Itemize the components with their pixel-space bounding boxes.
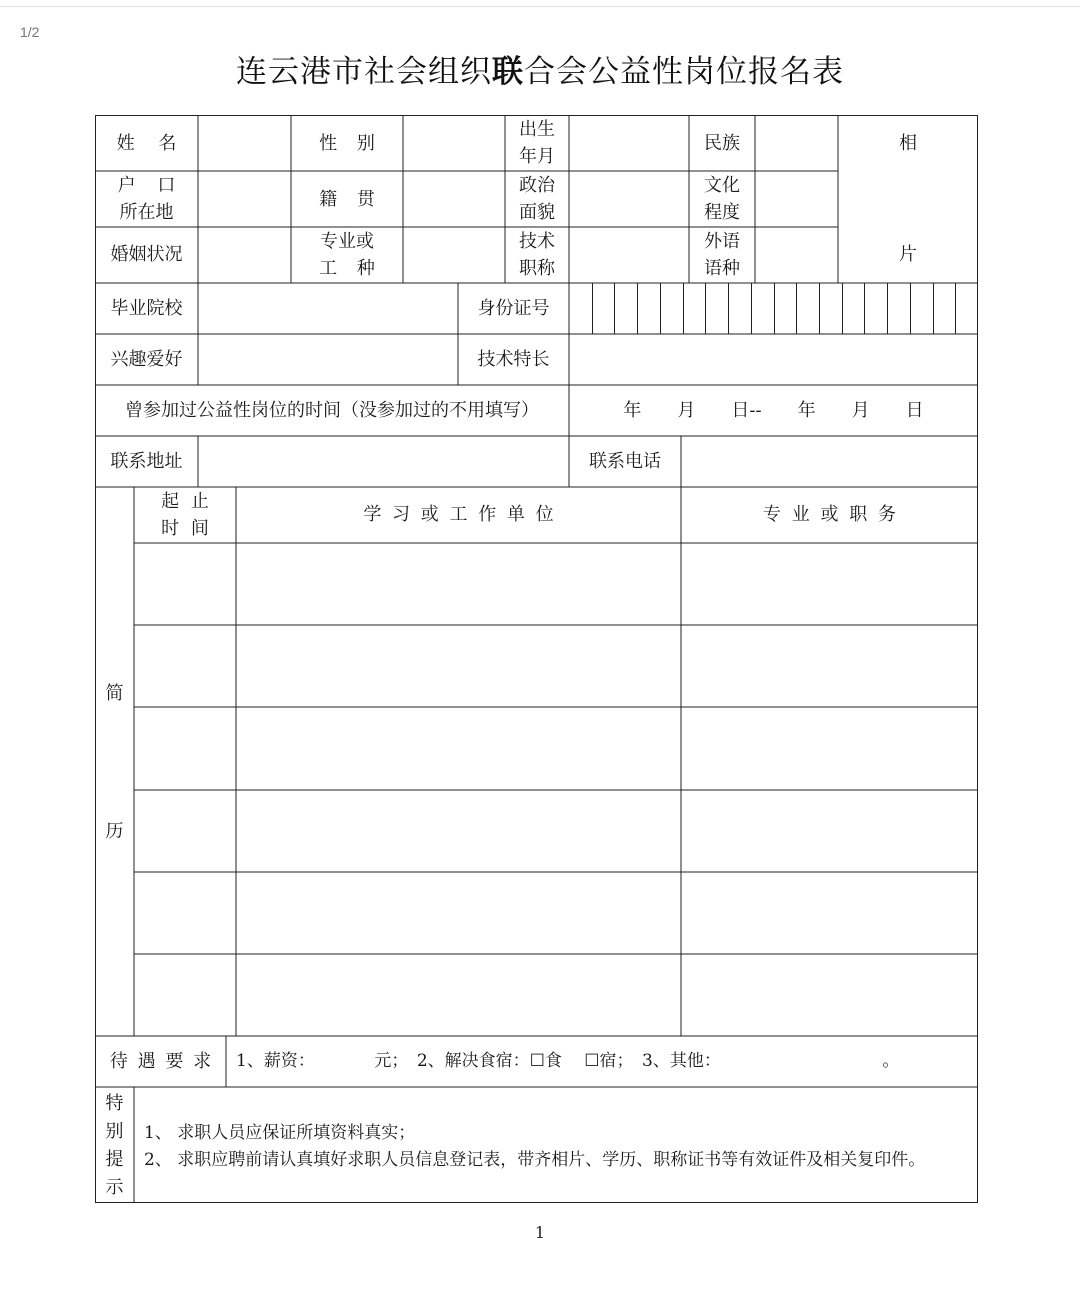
label-ethnicity: 民族 — [704, 133, 740, 154]
page-number: 1 — [534, 1223, 546, 1242]
label-school: 毕业院校 — [110, 298, 183, 319]
label-birth-line1: 出生 — [519, 119, 555, 140]
viewer-top-divider — [0, 6, 1080, 7]
label-education-line2: 程度 — [704, 202, 740, 223]
label-hobby: 兴趣爱好 — [110, 349, 183, 370]
title-bold-char: 联 — [492, 54, 524, 90]
resume-side-label-2: 历 — [105, 821, 124, 842]
label-marital-status: 婚姻状况 — [110, 244, 183, 265]
label-political-line1: 政治 — [519, 175, 555, 196]
label-past-participation: 曾参加过公益性岗位的时间（没参加过的不用填写） — [125, 400, 539, 421]
photo-label-2: 片 — [899, 244, 917, 265]
notice-side-2: 别 — [105, 1121, 124, 1142]
label-political-line2: 面貌 — [519, 202, 555, 223]
label-language-line2: 语种 — [704, 258, 740, 279]
label-birth-line2: 年月 — [519, 146, 555, 167]
photo-label-1: 相 — [899, 133, 917, 154]
label-id-number: 身份证号 — [477, 298, 550, 319]
label-major-line2: 工 种 — [319, 258, 375, 279]
date-range-field[interactable]: 年 月 日-- 年 月 日 — [623, 400, 924, 421]
resume-side-label-1: 简 — [105, 683, 124, 704]
page-indicator: 1/2 — [20, 24, 40, 40]
notice-side-4: 示 — [105, 1177, 124, 1198]
label-hukou-line1: 户 口 — [117, 175, 176, 196]
label-specialty: 技术特长 — [477, 349, 550, 370]
label-tech-title-line1: 技术 — [519, 231, 555, 252]
label-address: 联系地址 — [110, 451, 183, 472]
resume-col-time-line2: 时 间 — [161, 518, 209, 539]
label-education-line1: 文化 — [704, 175, 740, 196]
registration-form — [95, 115, 978, 1203]
notice-item-2: 2、 求职应聘前请认真填好求职人员信息登记表，带齐相片、学历、职称证书等有效证件及相关复印件。 — [144, 1150, 926, 1170]
title-part2: 合会公益性岗位报名表 — [524, 54, 844, 90]
label-major-line1: 专业或 — [320, 231, 374, 252]
label-phone: 联系电话 — [589, 451, 661, 472]
notice-side-1: 特 — [105, 1093, 124, 1114]
resume-col-unit: 学 习 或 工 作 单 位 — [363, 504, 554, 525]
label-language-line1: 外语 — [704, 231, 740, 252]
label-name: 姓 名 — [116, 133, 177, 154]
title-part1: 连云港市社会组织 — [236, 54, 492, 90]
resume-col-position: 专 业 或 职 务 — [763, 504, 896, 525]
form-title — [0, 46, 1080, 91]
label-gender: 性 别 — [319, 133, 375, 154]
label-tech-title-line2: 职称 — [519, 258, 555, 279]
resume-col-time-line1: 起 止 — [161, 491, 209, 512]
id-number-digit-boxes[interactable] — [593, 283, 956, 334]
notice-side-3: 提 — [105, 1149, 124, 1170]
label-treatment: 待 遇 要 求 — [109, 1051, 212, 1072]
notice-item-1: 1、 求职人员应保证所填资料真实； — [144, 1123, 416, 1143]
label-native-place: 籍 贯 — [319, 189, 375, 210]
label-hukou-line2: 所在地 — [119, 202, 174, 223]
treatment-requirements[interactable]: 1、薪资： 元； 2、解决食宿：☐食 ☐宿； 3、其他： 。 — [236, 1051, 900, 1071]
